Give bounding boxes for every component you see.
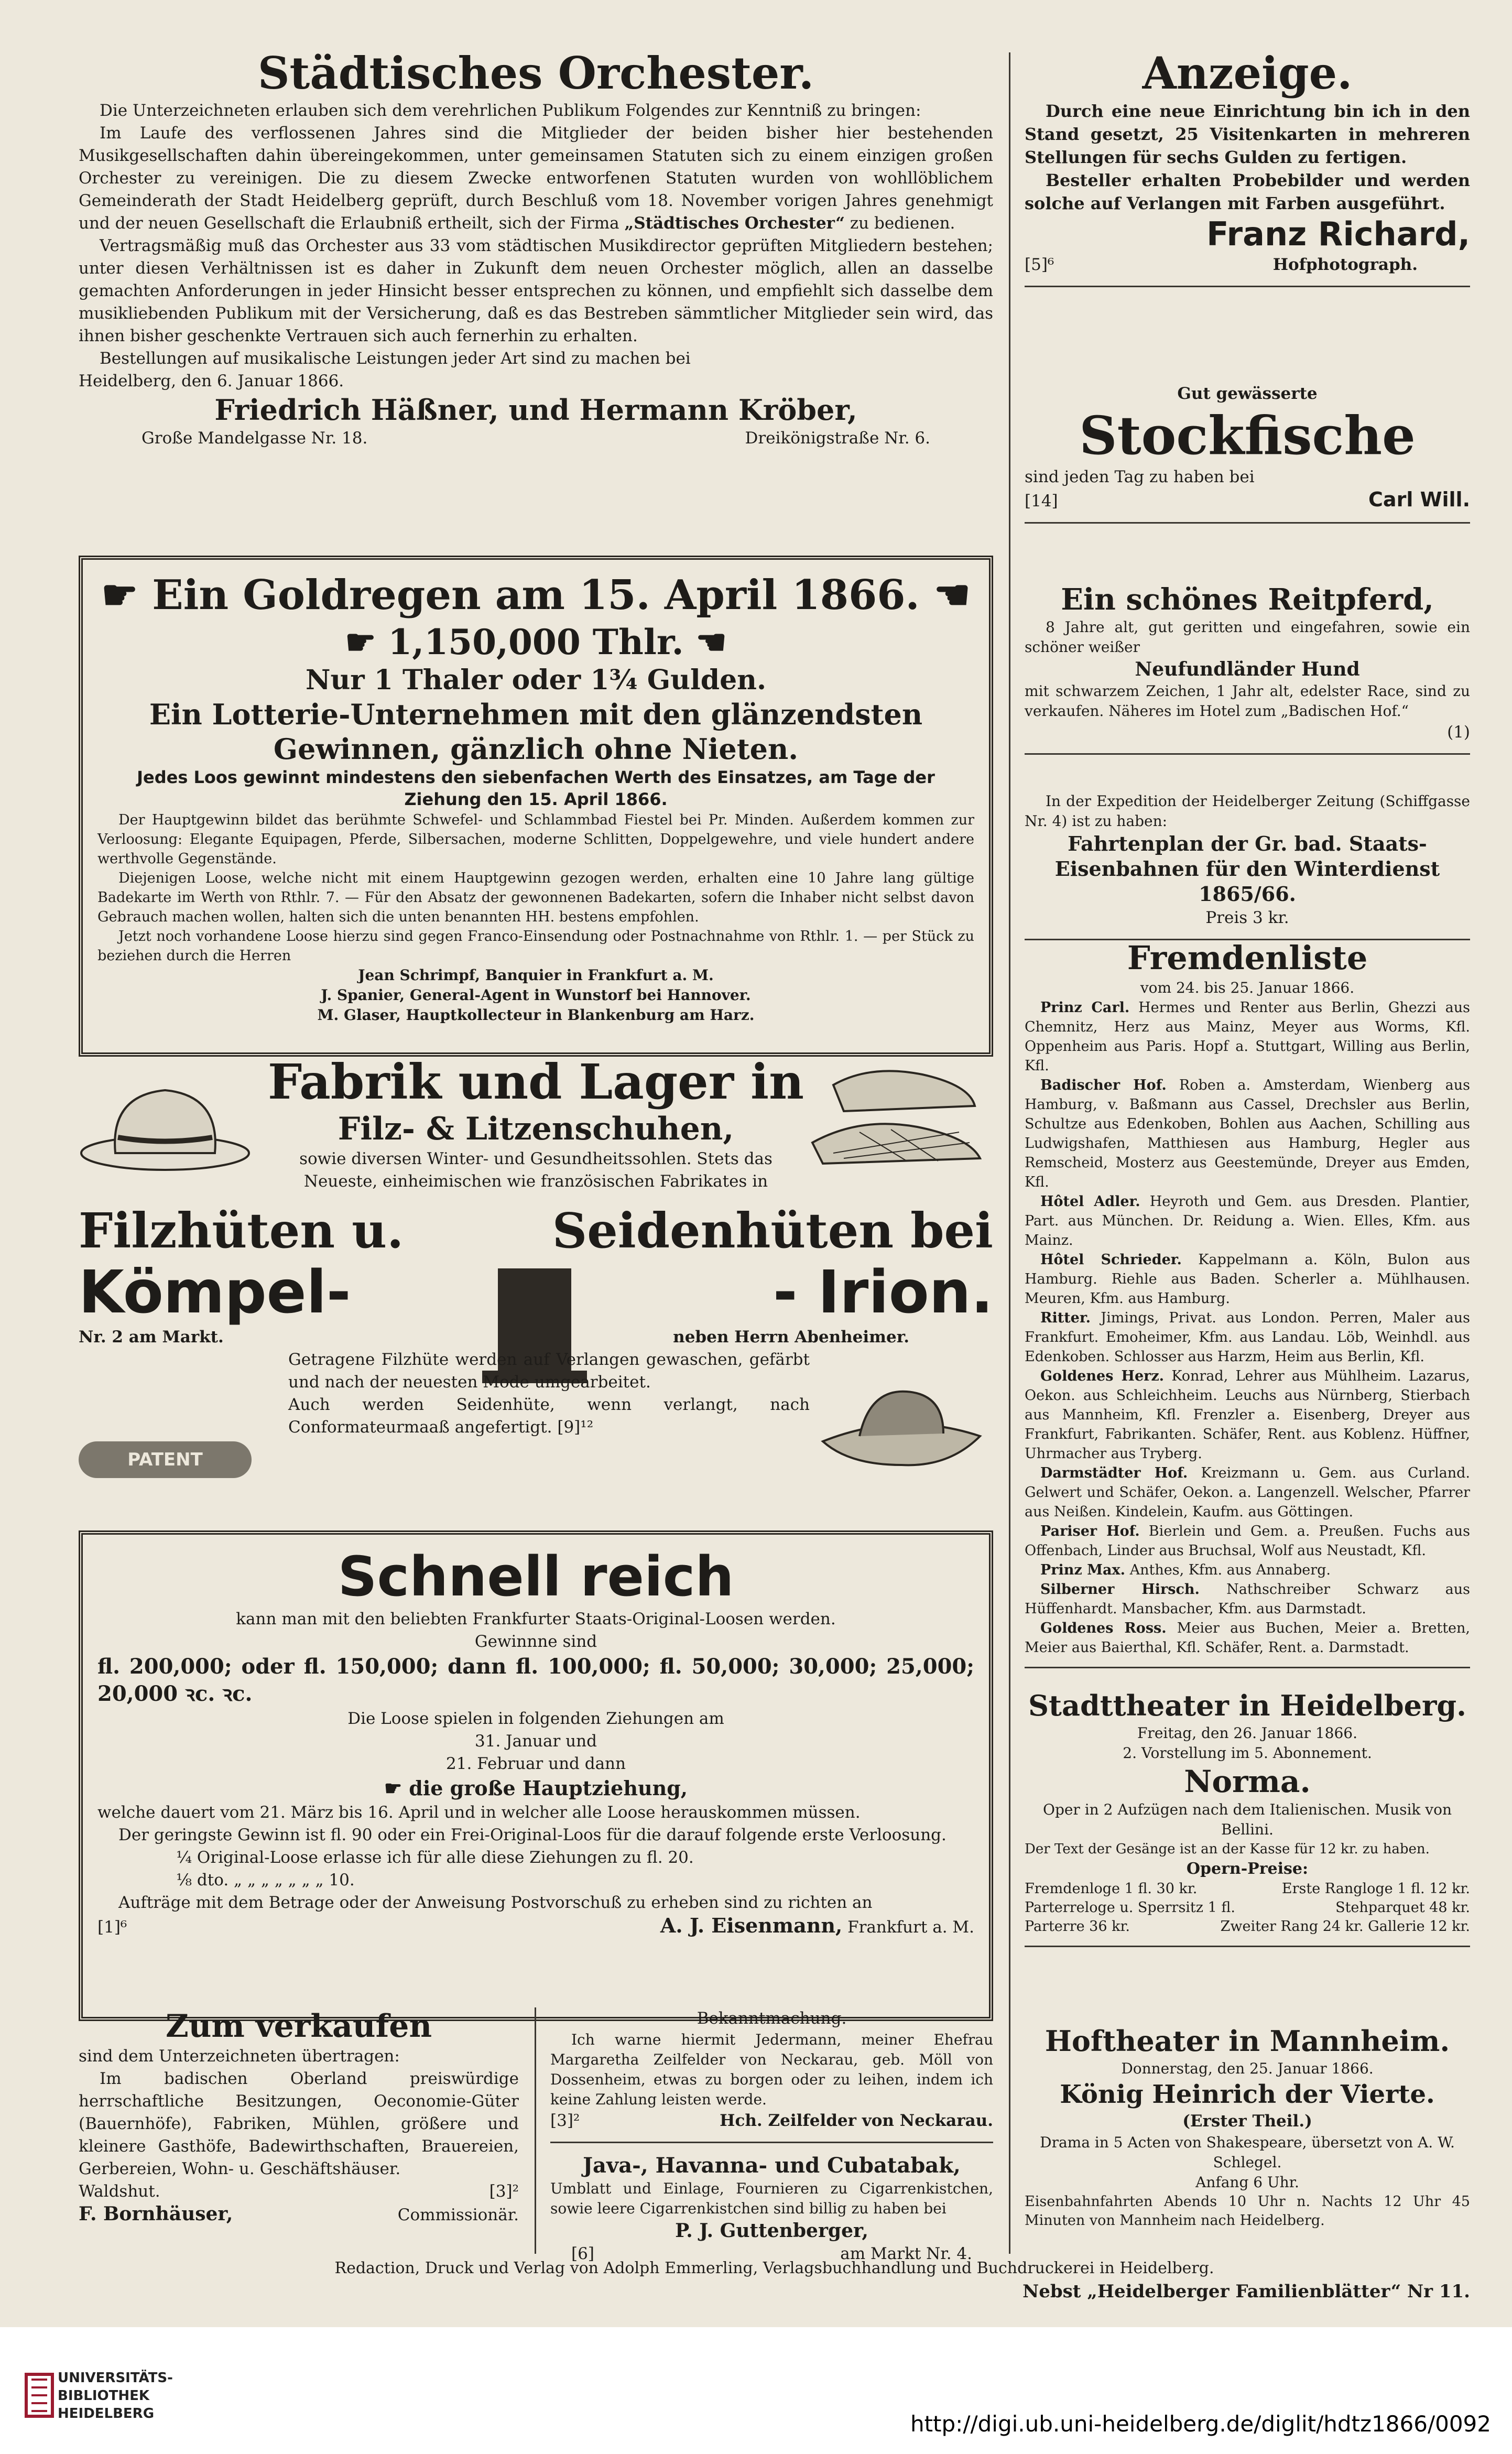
hutfabrik-address-right: neben Herrn Abenheimer. (673, 1328, 909, 1347)
hutfabrik-address-left: Nr. 2 am Markt. (79, 1328, 224, 1347)
guest-list: Nathschreiber Schwarz aus Hüffenhardt. Mansbacher, Kfm. aus Darmstadt. (1025, 1581, 1470, 1617)
orchester-paragraph: Vertragsmäßig muß das Orchester aus 33 vom städtischen Musikdirector geprüften Mitgliedern bestehen; unter diesen Verhältnissen ist es daher in Zukunft dem neuen Orchester möglich, allen an dasselbe gemachten Anforderungen in jeder Hinsicht besser entsprechen zu können, und empfiehlt sich dasselbe dem musikliebenden Publikum mit der Versicherung, daß es das Bestreben sämmtlicher Mitglieder sein wird, das ihnen bisher geschenkte Vertrauen sich auch fernerhin zu erhalten. (79, 236, 993, 345)
verkaufen-ad (79, 2007, 519, 2227)
anzeige-role: Hofphotograph. (1272, 255, 1418, 274)
price-row (1025, 1917, 1470, 1936)
fremdenliste-entry (1025, 1560, 1470, 1580)
bekanntmachung-paragraph: Ich warne hiermit Jedermann, meiner Ehefrau Margaretha Zeilfelder von Neckarau, geb. Möll von Dossenheim, etwas zu borgen oder zu leihen, indem ich keine Zahlung leisten werde. (550, 2031, 993, 2108)
separator-rule (1025, 1667, 1470, 1668)
hotel-name: Darmstädter Hof. (1040, 1465, 1188, 1481)
pointing-hand-icon: ☛ (101, 571, 153, 619)
pointing-hand-icon: ☚ (919, 571, 971, 619)
hoftheater-date: Donnerstag, den 25. Januar 1866. (1121, 2060, 1374, 2077)
schnell-reich-signature (97, 1914, 974, 1939)
stadttheater-title: Stadttheater in Heidelberg. (1028, 1689, 1466, 1722)
stockfische-signer: Carl Will. (1368, 488, 1470, 511)
tabak-title: Java-, Havanna- und Cubatabak, (583, 2153, 961, 2178)
verkaufen-title: Zum verkaufen (165, 2008, 432, 2045)
column-divider (1009, 52, 1010, 2254)
verkaufen-paragraph: Im badischen Oberland preiswürdige herrschaftliche Besitzungen, Oeconomie-Güter (Bauernhöfe), Fabriken, Mühlen, größere und kleinere Gasthöfe, Badewirthschaften, Brauereien, Gerbereien, Wohn- u. Geschäftshäuser. (79, 2069, 519, 2178)
stadttheater-description: Oper in 2 Aufzügen nach dem Italienischen. Musik von Bellini. (1042, 1801, 1452, 1838)
goldregen-paragraph: Jetzt noch vorhandene Loose hierzu sind gegen Franco-Einsendung oder Postnachnahme von Rthlr. 1. — per Stück zu beziehen durch die Herren (97, 928, 974, 964)
guest-list: Heyroth und Gem. aus Dresden. Plantier, Part. aus München. Dr. Reidung a. Wien. Elles, Kfm. aus Mainz. (1025, 1193, 1470, 1248)
goldregen-ad (79, 556, 993, 1057)
anzeige-paragraph: Durch eine neue Einrichtung bin ich in den Stand gesetzt, 25 Visitenkarten in mehreren Stellungen für sechs Gulden zu fertigen. (1025, 101, 1470, 167)
schnell-reich-title: Schnell reich (338, 1545, 734, 1609)
schnell-reich-paragraph: Die Loose spielen in folgenden Ziehungen am (347, 1709, 724, 1728)
separator-rule (1025, 753, 1470, 755)
patent-sole-icon: PATENT (79, 1441, 252, 1478)
guest-list: Anthes, Kfm. aus Annaberg. (1129, 1562, 1331, 1578)
tabak-paragraph: Umblatt und Einlage, Fournieren zu Cigarrenkistchen, sowie leere Cigarrenkistchen sind billig zu haben bei (550, 2180, 993, 2217)
stadttheater-prices (1025, 1880, 1470, 1936)
hotel-name: Silberner Hirsch. (1040, 1581, 1200, 1598)
bottom-left-ads (79, 2007, 993, 2263)
schnell-reich-paragraph: kann man mit den beliebten Frankfurter Staats-Original-Loosen werden. (236, 1610, 836, 1628)
orchester-paragraph: Im Laufe des verflossenen Jahres sind die Mitglieder der beiden bisher hier bestehenden Musikgesellschaften dahin übereingekommen, unter gemeinsamen Statuten sich zu einem einzigen großen Orchester zu vereinigen. Die zu diesem Zwecke entworfenen Statuten wurden von wohllöblichem Gemeinderath der Stadt Heidelberg geprüft, durch Beschluß vom 18. November vorigen Jahres genehmigt und der neuen Gesellschaft die Erlaubniß ertheilt, sich der Firma „Städtisches Orchester“ zu bedienen. (79, 124, 993, 233)
price-left: Parterre 36 kr. (1025, 1918, 1130, 1935)
fremdenliste-entry (1025, 1366, 1470, 1463)
fahrplan-title: Fahrtenplan der Gr. bad. Staats-Eisenbahnen für den Winterdienst 1865/66. (1054, 832, 1440, 906)
hoftheater-ad (1025, 2023, 1470, 2230)
hutfabrik-ad (79, 1054, 993, 1515)
fremdenliste-entry (1025, 1076, 1470, 1192)
schnell-reich-date: 31. Januar und (475, 1732, 597, 1751)
fremdenliste-entry (1025, 1308, 1470, 1366)
anzeige-ad (1025, 47, 1470, 297)
fremdenliste-entry (1025, 1580, 1470, 1619)
source-url[interactable]: http://digi.ub.uni-heidelberg.de/diglit/hdtz1866/0092 (910, 2411, 1491, 2437)
column-divider (535, 2007, 536, 2254)
fremdenliste-entry (1025, 1192, 1470, 1250)
goldregen-headline: Ein Lotterie-Unternehmen mit den glänzendsten Gewinnen, gänzlich ohne Nieten. (149, 698, 923, 766)
shoe-icon (802, 1054, 991, 1185)
verkaufen-signature (79, 2203, 519, 2227)
orchester-address-right: Dreikönigstraße Nr. 6. (745, 429, 930, 448)
schnell-reich-date: 21. Februar und dann (446, 1754, 626, 1773)
hutfabrik-description: sowie diversen Winter- und Gesundheitssohlen. Stets das Neueste, einheimischen wie französischen Fabrikates in (299, 1149, 773, 1191)
hoftheater-part: (Erster Theil.) (1182, 2112, 1312, 2131)
schnell-reich-paragraph: Aufträge mit dem Betrage oder der Anweisung Postvorschuß zu erheben sind zu richten an (118, 1893, 873, 1912)
separator-rule (1025, 286, 1470, 287)
price-row (1025, 1898, 1470, 1917)
schnell-reich-place: Frankfurt a. M. (847, 1918, 974, 1937)
goldregen-agent: J. Spanier, General-Agent in Wunstorf bei Hannover. (321, 986, 751, 1004)
hoftheater-description: Drama in 5 Acten von Shakespeare, übersetzt von A. W. Schlegel. (1040, 2134, 1455, 2171)
anzeige-paragraph: Besteller erhalten Probebilder und werden solche auf Verlangen mit Farben ausgeführt. (1025, 170, 1470, 213)
bekanntmachung-signature (550, 2110, 993, 2132)
verkaufen-place: Waldshut. (79, 2182, 160, 2201)
fahrplan-paragraph: In der Expedition der Heidelberger Zeitung (Schiffgasse Nr. 4) ist zu haben: (1025, 792, 1470, 830)
bekanntmachung-ad (550, 2007, 993, 2265)
hutfabrik-title: Fabrik und Lager in (267, 1054, 804, 1110)
hutfabrik-hats-row (79, 1202, 993, 1259)
stadttheater-performance: 2. Vorstellung im 5. Abonnement. (1123, 1744, 1372, 1762)
bekanntmachung-signer: Hch. Zeilfelder von Neckarau. (720, 2111, 993, 2130)
schnell-reich-paragraph: welche dauert vom 21. März bis 16. April und in welcher alle Loose herauskommen müssen. (97, 1803, 861, 1822)
schnell-reich-ad (79, 1530, 993, 2021)
stockfische-ref: [14] (1025, 492, 1058, 511)
separator-rule (550, 2142, 993, 2143)
bekanntmachung-ref: [3]² (550, 2111, 580, 2130)
separator-rule (1025, 1946, 1470, 1947)
stadttheater-prices-title: Opern-Preise: (1186, 1860, 1309, 1878)
stockfische-title: Stockfische (1079, 405, 1416, 466)
schnell-reich-paragraph: Gewinnne sind (474, 1632, 597, 1651)
schnell-reich-quarter: ¼ Original-Loose erlasse ich für alle diese Ziehungen zu fl. 20. (176, 1848, 694, 1867)
goldregen-subheadline: Jedes Loos gewinnt mindestens den siebenfachen Werth des Einsatzes, am Tage der Ziehung den 15. April 1866. (137, 767, 935, 809)
fremdenliste (1025, 938, 1470, 1678)
orchester-firm: „Städtisches Orchester“ (624, 214, 845, 233)
schnell-reich-paragraph: Der geringste Gewinn ist fl. 90 oder ein Frei-Original-Loos für die darauf folgende erste Verloosung. (118, 1826, 947, 1844)
hutfabrik-silk-hats: Seidenhüten bei (552, 1202, 993, 1259)
guest-list: Roben a. Amsterdam, Wienberg aus Hamburg, v. Baßmann aus Cassel, Drechsler aus Berlin, Schultze aus Edenkoben, Bohlen aus Aachen, Schilling aus Ludwigshafen, Matthiesen aus Hamburg, Hegler aus Remscheid, Mosterz aus Geestemünde, Dreyer aus Emden, Kfl. (1025, 1077, 1470, 1190)
wide-brim-hat-icon (818, 1378, 985, 1473)
fremdenliste-entry (1025, 1522, 1470, 1560)
stadttheater-date: Freitag, den 26. Januar 1866. (1137, 1724, 1357, 1742)
schnell-reich-signer: A. J. Eisenmann, (660, 1914, 843, 1937)
reitpferd-title: Ein schönes Reitpferd, (1061, 582, 1434, 617)
stadttheater-play: Norma. (1184, 1764, 1311, 1799)
stadttheater-ad (1025, 1688, 1470, 1957)
hotel-name: Goldenes Herz. (1040, 1368, 1165, 1384)
stockfische-signature (1025, 488, 1470, 513)
anzeige-ref: [5]⁶ (1025, 255, 1054, 274)
stockfische-paragraph: sind jeden Tag zu haben bei (1025, 468, 1255, 486)
goldregen-paragraph: Diejenigen Loose, welche nicht mit einem Hauptgewinn gezogen werden, erhalten eine 10 Jahre lang gültige Badekarte im Werth von Rthlr. 7. — Für den Absatz der gewonnenen Badekarten, sofern die Inhaber nicht selbst davon Gebrauch machen wollen, halten sich die unten benannten HH. bestens empfohlen. (97, 870, 974, 925)
verkaufen-signer: F. Bornhäuser, (79, 2203, 233, 2225)
anzeige-name: Franz Richard, (1206, 215, 1470, 253)
hutfabrik-subtitle: Filz- & Litzenschuhen, (338, 1111, 734, 1147)
fremdenliste-entry (1025, 1619, 1470, 1657)
price-left: Parterreloge u. Sperrsitz 1 fl. (1025, 1899, 1235, 1916)
schnell-reich-main-draw: ☛ die große Hauptziehung, (384, 1776, 688, 1800)
fahrplan-ad (1025, 791, 1470, 950)
orchester-addresses (79, 427, 993, 450)
hotel-name: Hôtel Schrieder. (1040, 1252, 1182, 1268)
pointing-hand-icon: ☛ (384, 1776, 409, 1800)
bekanntmachung-title: Bekanntmachung. (697, 2009, 847, 2028)
fahrplan-price: Preis 3 kr. (1205, 908, 1289, 927)
fremdenliste-date: vom 24. bis 25. Januar 1866. (1140, 979, 1355, 996)
hoftheater-title: Hoftheater in Mannheim. (1045, 2024, 1450, 2058)
reitpferd-ref: (1) (1447, 723, 1470, 742)
price-row (1025, 1880, 1470, 1898)
guest-list: Hermes und Renter aus Berlin, Ghezzi aus Chemnitz, Herz aus Mainz, Meyer aus Worms, Kfl. Oppenheim aus Paris. Hopf a. Stuttgart, Willing aus Berlin, Kfl. (1025, 1000, 1470, 1074)
stockfische-ad (1025, 383, 1470, 533)
goldregen-price: Nur 1 Thaler oder 1¾ Gulden. (305, 664, 767, 696)
anzeige-role-row (1025, 254, 1470, 276)
hutfabrik-ref: [9]¹² (557, 1418, 594, 1437)
guest-list: Kappelmann a. Köln, Bulon aus Hamburg. Riehle aus Baden. Scherler a. Mühlhausen. Meuren, Kfm. aus Hamburg. (1025, 1252, 1470, 1307)
fremdenliste-entry (1025, 998, 1470, 1076)
reitpferd-dog: Neufundländer Hund (1135, 658, 1360, 680)
goldregen-agent: M. Glaser, Hauptkollecteur in Blankenburg am Harz. (317, 1006, 755, 1024)
goldregen-agent: Jean Schrimpf, Banquier in Frankfurt a. M. (358, 967, 714, 984)
hotel-name: Goldenes Ross. (1040, 1620, 1167, 1636)
reitpferd-ad (1025, 582, 1470, 764)
supplement-note: Nebst „Heidelberger Familienblätter“ Nr 11. (1022, 2281, 1470, 2302)
orchester-paragraph: Bestellungen auf musikalische Leistungen jeder Art sind zu machen bei (100, 349, 691, 368)
orchester-signers: Friedrich Häßner, und Hermann Kröber, (214, 393, 857, 427)
guest-list: Konrad, Lehrer aus Mühlheim. Lazarus, Oekon. aus Schleichheim. Leuchs aus Nürnberg, Stierbach aus Mannheim, Kfl. Frenzler a. Eisenberg, Dreyer aus Frankfurt, Fabrikanten. Schäfer, Rent. aus Koblenz. Hüffner, Uhrmacher aus Tryberg. (1025, 1368, 1470, 1462)
reitpferd-paragraph: mit schwarzem Zeichen, 1 Jahr alt, edelster Race, sind zu verkaufen. Näheres im Hotel zum „Badischen Hof.“ (1025, 682, 1470, 720)
tabak-address: am Markt Nr. 4. (840, 2244, 972, 2263)
verkaufen-paragraph: sind dem Unterzeichneten übertragen: (79, 2047, 400, 2066)
hotel-name: Badischer Hof. (1040, 1077, 1167, 1093)
guest-list: Bierlein und Gem. a. Preußen. Fuchs aus Offenbach, Linder aus Bruchsal, Wolf aus Neustadt, Kfl. (1025, 1523, 1470, 1559)
goldregen-paragraph: Der Hauptgewinn bildet das berühmte Schwefel- und Schlammbad Fiestel bei Pr. Minden. Außerdem kommen zur Verloosung: Elegante Equipagen, Pferde, Silbersachen, moderne Schlitten, Doppelgewehre, und viele hundert andere werthvolle Gegenstände. (97, 812, 974, 867)
separator-rule (1025, 522, 1470, 524)
guest-list: Kreizmann u. Gem. aus Curland. Gelwert und Schäfer, Oekon. a. Langenzell. Welscher, Pfarrer aus Neißen. Kindelein, Kaufm. aus Göttingen. (1025, 1465, 1470, 1520)
pointing-hand-icon: ☛ (345, 622, 388, 663)
orchester-intro: Die Unterzeichneten erlauben sich dem verehrlichen Publikum Folgendes zur Kenntniß zu bringen: (100, 101, 921, 120)
hutfabrik-name-right: - Irion. (773, 1258, 993, 1327)
guest-list: Jimings, Privat. aus London. Perren, Maler aus Frankfurt. Emoheimer, Kfm. aus Landau. Löb, Weinhdl. aus Edenkoben. Schlosser aus Harzm, Heim aus Berlin, Kfl. (1025, 1310, 1470, 1365)
hutfabrik-paragraph: Auch werden Seidenhüte, wenn verlangt, nach Conformateurmaaß angefertigt. [9]¹² (288, 1395, 810, 1437)
orchester-ad (79, 47, 993, 450)
hotel-name: Prinz Carl. (1040, 1000, 1130, 1016)
stockfische-pre: Gut gewässerte (1177, 384, 1318, 403)
fremdenliste-entry (1025, 1463, 1470, 1522)
price-left: Fremdenloge 1 fl. 30 kr. (1025, 1881, 1198, 1897)
price-right: Erste Rangloge 1 fl. 12 kr. (1281, 1881, 1470, 1897)
orchester-title: Städtisches Orchester. (257, 47, 814, 99)
schnell-reich-amounts: fl. 200,000; oder fl. 150,000; dann fl. 100,000; fl. 50,000; 30,000; 25,000; 20,000 ꝛc. ꝛc. (97, 1654, 974, 1706)
orchester-date: Heidelberg, den 6. Januar 1866. (79, 372, 344, 390)
library-name: UNIVERSITÄTS- BIBLIOTHEK HEIDELBERG (58, 2370, 173, 2422)
anzeige-title: Anzeige. (1142, 47, 1353, 99)
felt-hat-icon (79, 1074, 252, 1174)
tabak-ref: [6] (571, 2244, 594, 2263)
fremdenliste-entry (1025, 1250, 1470, 1308)
hutfabrik-felt-hats: Filzhüten u. (79, 1202, 404, 1259)
verkaufen-ref: [3]² (489, 2182, 519, 2201)
guest-list: Meier aus Buchen, Meier a. Bretten, Meier aus Baierthal, Kfl. Schäfer, Rent. a. Darmstadt. (1025, 1620, 1470, 1656)
hoftheater-play: König Heinrich der Vierte. (1060, 2080, 1435, 2109)
schnell-reich-eighth: ⅛ dto. „ „ „ „ „ „ „ 10. (176, 1871, 355, 1890)
schnell-reich-ref: [1]⁶ (97, 1918, 127, 1937)
hotel-name: Hôtel Adler. (1040, 1193, 1140, 1210)
verkaufen-place-row (79, 2180, 519, 2203)
orchester-address-left: Große Mandelgasse Nr. 18. (142, 429, 368, 448)
hutfabrik-paragraph: Getragene Filzhüte werden auf Verlangen gewaschen, gefärbt und nach der neuesten Mode umgearbeitet. (288, 1350, 810, 1392)
stadttheater-note: Der Text der Gesänge ist an der Kasse für 12 kr. zu haben. (1025, 1841, 1430, 1857)
tabak-signer: P. J. Guttenberger, (675, 2220, 868, 2242)
hoftheater-start: Anfang 6 Uhr. (1195, 2174, 1299, 2191)
fremdenliste-entries (1025, 998, 1470, 1657)
price-right: Zweiter Rang 24 kr. Gallerie 12 kr. (1220, 1918, 1470, 1935)
hotel-name: Pariser Hof. (1040, 1523, 1140, 1539)
hutfabrik-name-left: Kömpel- (79, 1258, 351, 1327)
hotel-name: Ritter. (1040, 1310, 1091, 1326)
hoftheater-rail: Eisenbahnfahrten Abends 10 Uhr n. Nachts 12 Uhr 45 Minuten von Mannheim nach Heidelberg. (1025, 2194, 1470, 2229)
hotel-name: Prinz Max. (1040, 1562, 1126, 1578)
pointing-hand-icon: ☚ (683, 622, 727, 663)
verkaufen-role: Commissionär. (397, 2206, 519, 2224)
fremdenliste-title: Fremdenliste (1127, 939, 1368, 977)
reitpferd-paragraph: 8 Jahre alt, gut geritten und eingefahren, sowie ein schöner weißer (1025, 618, 1470, 656)
goldregen-title: ☛ Ein Goldregen am 15. April 1866. ☚ (101, 571, 971, 619)
price-right: Stehparquet 48 kr. (1335, 1899, 1470, 1916)
imprint: Redaction, Druck und Verlag von Adolph Emmerling, Verlagsbuchhandlung und Buchdruckerei in Heidelberg. (334, 2259, 1214, 2277)
goldregen-amount: ☛ 1,150,000 Thlr. ☚ (345, 622, 727, 663)
